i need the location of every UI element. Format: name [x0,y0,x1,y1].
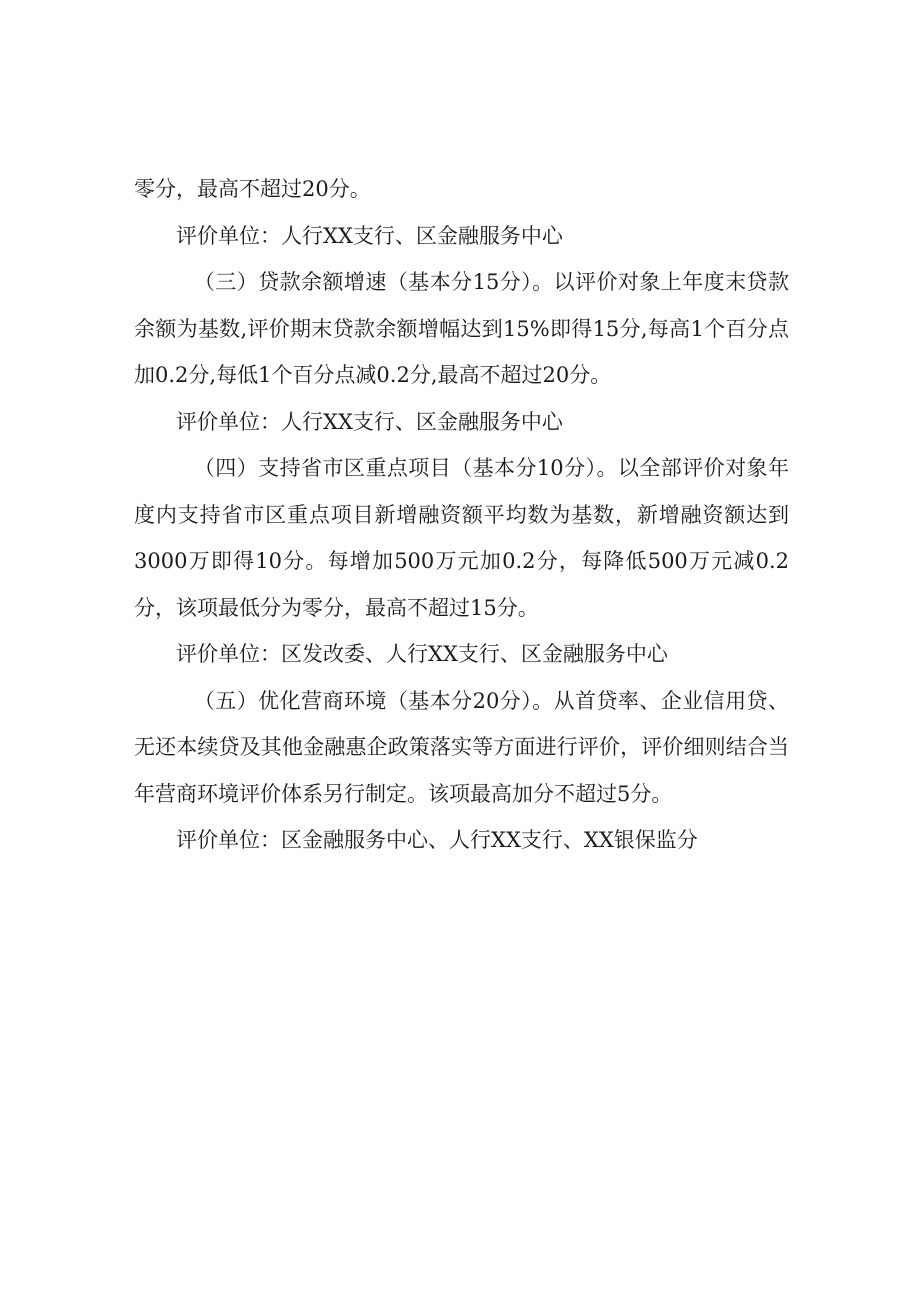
evaluation-unit-line: 评价单位：区金融服务中心、人行XX支行、XX银保监分 [176,828,698,852]
evaluation-unit-line: 评价单位：人行XX支行、区金融服务中心 [176,223,563,248]
evaluation-unit-line: 评价单位：区发改委、人行XX支行、区金融服务中心 [176,642,668,666]
section-loan-balance-growth: （三）贷款余额增速（基本分15分）。以评价对象上年度末贷款余额为基数,评价期末贷款余额增幅达到15%即得15分,每高1个百分点加0.2分,每低1个百分点减0.2分,最高不超过20分。 [134,270,789,387]
evaluation-unit-line: 评价单位：人行XX支行、区金融服务中心 [176,409,563,434]
paragraph-continuation: 零分，最高不超过20分。 [134,177,371,201]
section-business-environment: （五）优化营商环境（基本分20分）。从首贷率、企业信用贷、无还本续贷及其他金融惠企政策落实等方面进行评价，评价细则结合当年营商环境评价体系另行制定。该项最高加分不超过5分。 [134,688,789,806]
section-key-projects: （四）支持省市区重点项目（基本分10分）。以全部评价对象年度内支持省市区重点项目新增融资额平均数为基数，新增融资额达到3000万即得10分。每增加500万元加0.2分，每降低500万元减0.2分，该项最低分为零分，最高不超过15分。 [134,456,789,620]
document-body [134,166,789,864]
